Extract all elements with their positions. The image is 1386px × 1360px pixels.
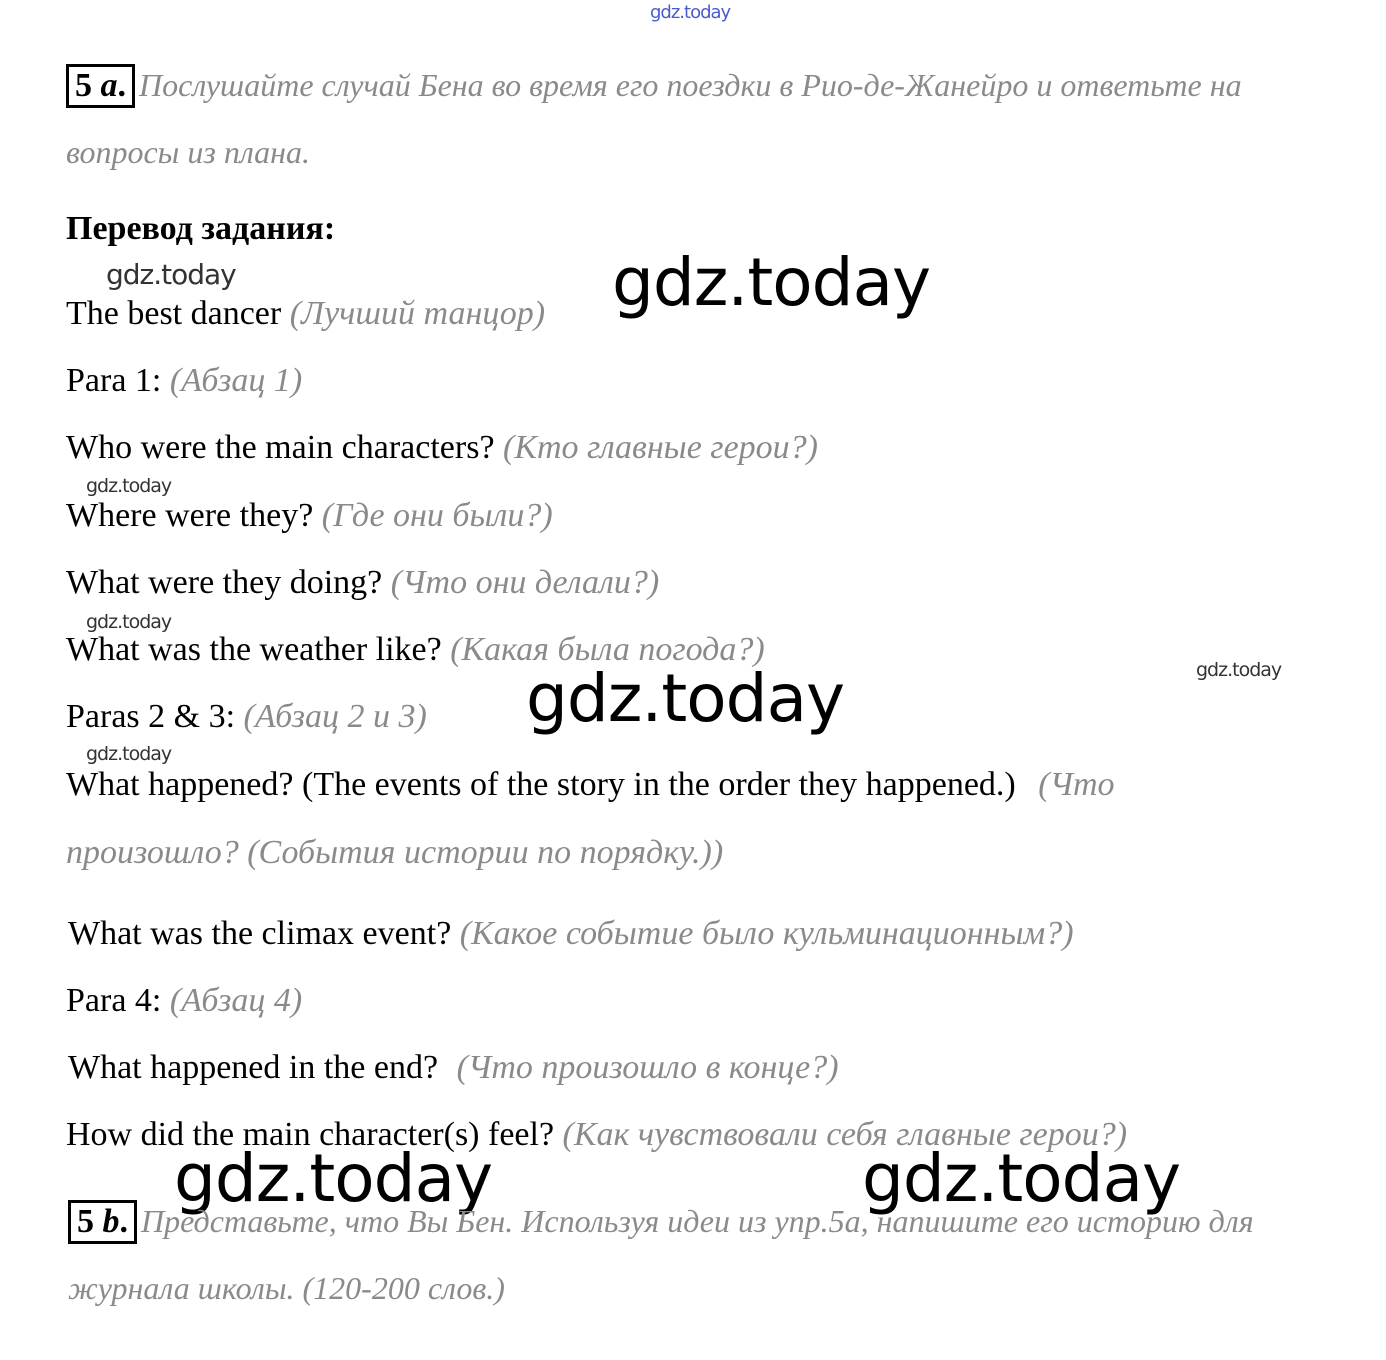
title-line: [66, 294, 545, 334]
question-line: [66, 1115, 1127, 1155]
watermark: gdz.today: [650, 2, 731, 23]
task-b-label: 5 b.: [68, 1200, 137, 1244]
task-b-text: Представьте, что Вы Бен. Используя идеи из упр.5а, напишите его историю для: [141, 1203, 1254, 1239]
para-label: [66, 981, 302, 1021]
question-line: [66, 496, 553, 536]
question-line: [66, 630, 765, 670]
line-ru: (Кто главные герои?): [503, 429, 818, 466]
line-en: What happened in the end?: [68, 1049, 439, 1086]
line-ru: (Какое событие было кульминационным?): [459, 915, 1074, 952]
watermark: gdz.today: [862, 1140, 1181, 1217]
line-en: What was the climax event?: [68, 915, 452, 952]
para-label: [66, 697, 427, 737]
line-ru: произошло? (События истории по порядку.)): [66, 834, 724, 871]
watermark: gdz.today: [106, 258, 236, 291]
line-ru: (Где они были?): [321, 497, 553, 534]
line-ru: (Абзац 2 и 3): [243, 698, 427, 735]
watermark: gdz.today: [174, 1140, 493, 1217]
watermark: gdz.today: [86, 611, 172, 633]
line-ru: (Лучший танцор): [289, 295, 546, 332]
question-line-cont: [66, 833, 723, 873]
line-en: What happened? (The events of the story in the order they happened.): [66, 766, 1016, 803]
question-line: [68, 1048, 839, 1088]
watermark: gdz.today: [86, 743, 172, 765]
line-ru: (Что произошло в конце?): [456, 1049, 839, 1086]
task-a-label: 5 a.: [66, 64, 135, 108]
line-ru: (Что они делали?): [390, 564, 660, 601]
line-en: How did the main character(s) feel?: [66, 1116, 555, 1153]
line-ru: (Как чувствовали себя главные герои?): [562, 1116, 1128, 1153]
question-line: [66, 428, 818, 468]
line-ru: (Абзац 1): [169, 362, 303, 399]
task-b: [68, 1200, 1254, 1244]
task-b-text-cont: журнала школы. (120-200 слов.): [68, 1270, 505, 1306]
watermark: gdz.today: [612, 244, 931, 321]
line-en: Who were the main characters?: [66, 429, 495, 466]
line-en: The best dancer: [66, 295, 282, 332]
task-a-text-cont: вопросы из плана.: [66, 134, 311, 170]
question-line: [68, 914, 1074, 954]
line-en: What was the weather like?: [66, 631, 442, 668]
line-ru: (Какая была погода?): [450, 631, 765, 668]
line-en: Para 1:: [66, 362, 162, 399]
line-en: Paras 2 & 3:: [66, 698, 236, 735]
para-label: [66, 361, 302, 401]
line-en: Para 4:: [66, 982, 162, 1019]
line-ru: (Абзац 4): [169, 982, 303, 1019]
line-ru: (Что: [1038, 766, 1115, 803]
translation-heading: Перевод задания:: [66, 210, 336, 247]
question-line: [66, 765, 1115, 805]
line-en: Where were they?: [66, 497, 314, 534]
watermark: gdz.today: [526, 660, 845, 737]
task-a-text: Послушайте случай Бена во время его поездки в Рио-де-Жанейро и ответьте на: [139, 67, 1242, 103]
watermark: gdz.today: [86, 475, 172, 497]
task-a: [66, 64, 1242, 108]
watermark: gdz.today: [1196, 659, 1282, 681]
question-line: [66, 563, 659, 603]
line-en: What were they doing?: [66, 564, 383, 601]
